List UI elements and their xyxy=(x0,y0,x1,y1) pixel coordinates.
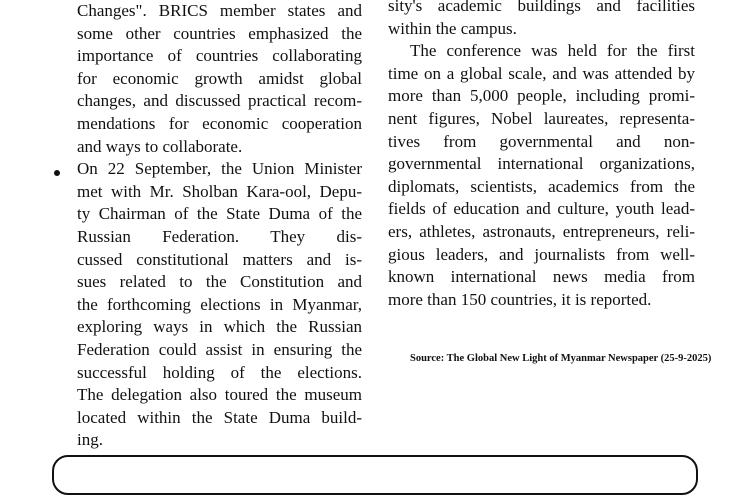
text-line: cussed constitutional matters and is- xyxy=(77,249,362,269)
text-line: located within the State Duma build- xyxy=(77,407,362,427)
text-line: the forthcoming elections in Myanmar, xyxy=(77,294,362,314)
text-line: and ways to collaborate. xyxy=(77,136,243,156)
text-line: more than 150 countries, it is reported. xyxy=(388,289,652,309)
text-line: within the campus. xyxy=(388,18,517,38)
right-paragraph-1 xyxy=(388,0,695,40)
left-column xyxy=(77,0,362,452)
text-line: importance of countries collaborating xyxy=(77,46,362,66)
bullet-dot-icon xyxy=(54,170,60,176)
text-line: changes, and discussed practical recom- xyxy=(77,91,362,111)
text-line: diplomats, scientists, academics from the xyxy=(388,176,695,196)
right-paragraph-2 xyxy=(388,40,695,311)
bullet-paragraph xyxy=(77,158,362,452)
text-line: Russian Federation. They dis- xyxy=(77,226,362,246)
text-line: ty Chairman of the State Duma of the xyxy=(77,204,362,224)
text-line: met with Mr. Sholban Kara-ool, Depu- xyxy=(77,181,362,201)
left-paragraph xyxy=(77,0,362,158)
text-line: time on a global scale, and was attended by xyxy=(388,63,695,83)
right-column xyxy=(388,0,695,311)
text-line: sues related to the Constitution and xyxy=(77,272,362,292)
text-line: ing. xyxy=(77,430,103,450)
text-line: ers, athletes, astronauts, entrepreneurs, reli- xyxy=(388,221,695,241)
text-line: governmental international organizations, xyxy=(388,154,695,174)
text-line: known international news media from xyxy=(388,267,695,287)
text-line: tives from governmental and non- xyxy=(388,131,695,151)
text-line: mendations for economic cooperation xyxy=(77,113,362,133)
text-line: more than 5,000 people, including promi- xyxy=(388,86,695,106)
text-line: fields of education and culture, youth lead- xyxy=(388,199,695,219)
text-line: The delegation also toured the museum xyxy=(77,385,362,405)
text-line: On 22 September, the Union Minister xyxy=(77,159,362,179)
source-citation: Source: The Global New Light of Myanmar Newspaper (25-9-2025) xyxy=(410,353,712,364)
text-line: nent figures, Nobel laureates, representa- xyxy=(388,108,695,128)
text-line: The conference was held for the first xyxy=(410,41,695,61)
text-line: successful holding of the elections. xyxy=(77,362,362,382)
text-line: for economic growth amidst global xyxy=(77,68,362,88)
text-line: some other countries emphasized the xyxy=(77,23,362,43)
bottom-rounded-frame xyxy=(52,455,698,495)
text-line: exploring ways in which the Russian xyxy=(77,317,362,337)
text-line: sity's academic buildings and facilities xyxy=(388,0,695,15)
text-line: Federation could assist in ensuring the xyxy=(77,339,362,359)
text-line: Changes". BRICS member states and xyxy=(77,1,362,20)
text-line: gious leaders, and journalists from well- xyxy=(388,244,695,264)
